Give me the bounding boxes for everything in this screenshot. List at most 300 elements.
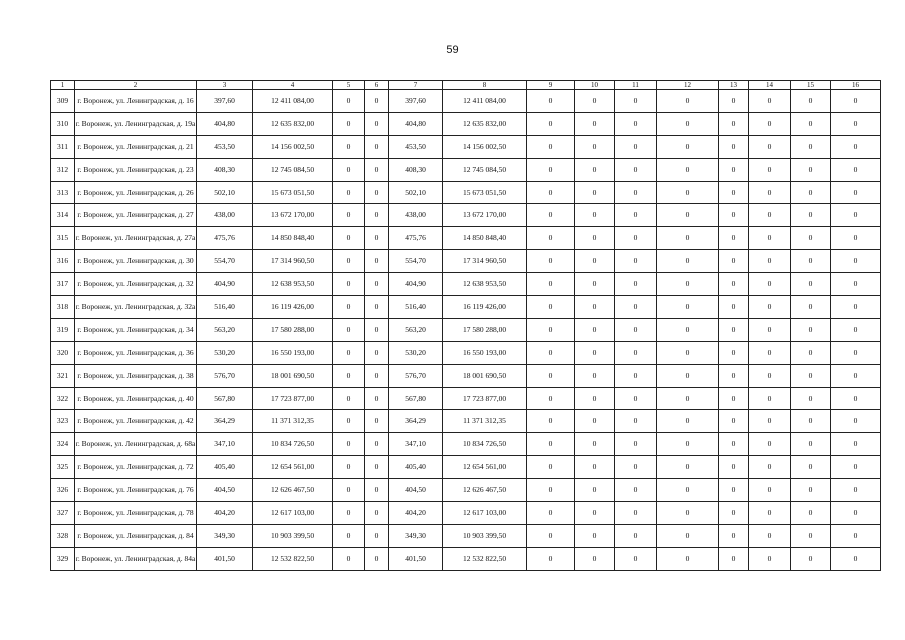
- col13-cell: 0: [719, 547, 749, 570]
- col15-cell: 0: [791, 456, 831, 479]
- table-row: [51, 547, 881, 570]
- col5-cell: 0: [333, 181, 365, 204]
- column-number-cell: 9: [527, 81, 575, 90]
- col5-cell: 0: [333, 502, 365, 525]
- col6-cell: 0: [365, 547, 389, 570]
- address-cell: г. Воронеж, ул. Ленинградская, д. 76: [75, 479, 197, 502]
- column-number-cell: 7: [389, 81, 443, 90]
- col5-cell: 0: [333, 90, 365, 113]
- cost-repeat-cell: 12 532 822,50: [443, 547, 527, 570]
- col16-cell: 0: [831, 479, 881, 502]
- area-repeat-cell: 349,30: [389, 524, 443, 547]
- col10-cell: 0: [575, 112, 615, 135]
- col11-cell: 0: [615, 547, 657, 570]
- cost-cell: 12 617 103,00: [253, 502, 333, 525]
- col11-cell: 0: [615, 479, 657, 502]
- col9-cell: 0: [527, 227, 575, 250]
- cost-cell: 14 850 848,40: [253, 227, 333, 250]
- row-number: 314: [51, 204, 75, 227]
- area-cell: 408,30: [197, 158, 253, 181]
- area-repeat-cell: 404,80: [389, 112, 443, 135]
- col15-cell: 0: [791, 90, 831, 113]
- col5-cell: 0: [333, 250, 365, 273]
- table-row: [51, 502, 881, 525]
- column-number-cell: 10: [575, 81, 615, 90]
- col5-cell: 0: [333, 227, 365, 250]
- col14-cell: 0: [749, 273, 791, 296]
- col9-cell: 0: [527, 296, 575, 319]
- area-repeat-cell: 404,20: [389, 502, 443, 525]
- col6-cell: 0: [365, 112, 389, 135]
- col9-cell: 0: [527, 135, 575, 158]
- area-cell: 405,40: [197, 456, 253, 479]
- address-cell: г. Воронеж, ул. Ленинградская, д. 32а: [75, 296, 197, 319]
- col6-cell: 0: [365, 204, 389, 227]
- col10-cell: 0: [575, 479, 615, 502]
- col11-cell: 0: [615, 318, 657, 341]
- column-number-cell: 6: [365, 81, 389, 90]
- col13-cell: 0: [719, 273, 749, 296]
- col9-cell: 0: [527, 524, 575, 547]
- col15-cell: 0: [791, 296, 831, 319]
- col15-cell: 0: [791, 112, 831, 135]
- address-cell: г. Воронеж, ул. Ленинградская, д. 68а: [75, 433, 197, 456]
- col15-cell: 0: [791, 479, 831, 502]
- table-row: [51, 273, 881, 296]
- col5-cell: 0: [333, 524, 365, 547]
- col13-cell: 0: [719, 90, 749, 113]
- address-cell: г. Воронеж, ул. Ленинградская, д. 84а: [75, 547, 197, 570]
- address-cell: г. Воронеж, ул. Ленинградская, д. 23: [75, 158, 197, 181]
- col15-cell: 0: [791, 547, 831, 570]
- col12-cell: 0: [657, 364, 719, 387]
- address-cell: г. Воронеж, ул. Ленинградская, д. 34: [75, 318, 197, 341]
- address-cell: г. Воронеж, ул. Ленинградская, д. 36: [75, 341, 197, 364]
- col5-cell: 0: [333, 456, 365, 479]
- row-number: 327: [51, 502, 75, 525]
- column-number-cell: 12: [657, 81, 719, 90]
- area-repeat-cell: 554,70: [389, 250, 443, 273]
- col10-cell: 0: [575, 341, 615, 364]
- col10-cell: 0: [575, 387, 615, 410]
- area-cell: 453,50: [197, 135, 253, 158]
- col9-cell: 0: [527, 90, 575, 113]
- col12-cell: 0: [657, 479, 719, 502]
- col14-cell: 0: [749, 456, 791, 479]
- col15-cell: 0: [791, 204, 831, 227]
- col15-cell: 0: [791, 135, 831, 158]
- col13-cell: 0: [719, 227, 749, 250]
- area-repeat-cell: 397,60: [389, 90, 443, 113]
- table-row: [51, 387, 881, 410]
- cost-repeat-cell: 10 903 399,50: [443, 524, 527, 547]
- col16-cell: 0: [831, 250, 881, 273]
- cost-cell: 12 411 084,00: [253, 90, 333, 113]
- address-cell: г. Воронеж, ул. Ленинградская, д. 30: [75, 250, 197, 273]
- cost-repeat-cell: 12 654 561,00: [443, 456, 527, 479]
- table-row: [51, 135, 881, 158]
- col14-cell: 0: [749, 410, 791, 433]
- address-cell: г. Воронеж, ул. Ленинградская, д. 21: [75, 135, 197, 158]
- col10-cell: 0: [575, 433, 615, 456]
- col11-cell: 0: [615, 90, 657, 113]
- col9-cell: 0: [527, 341, 575, 364]
- row-number: 310: [51, 112, 75, 135]
- col9-cell: 0: [527, 250, 575, 273]
- col5-cell: 0: [333, 204, 365, 227]
- col11-cell: 0: [615, 433, 657, 456]
- col13-cell: 0: [719, 181, 749, 204]
- col6-cell: 0: [365, 479, 389, 502]
- col9-cell: 0: [527, 158, 575, 181]
- col6-cell: 0: [365, 135, 389, 158]
- area-cell: 563,20: [197, 318, 253, 341]
- col13-cell: 0: [719, 135, 749, 158]
- col9-cell: 0: [527, 479, 575, 502]
- col10-cell: 0: [575, 204, 615, 227]
- col13-cell: 0: [719, 387, 749, 410]
- col12-cell: 0: [657, 250, 719, 273]
- cost-cell: 17 723 877,00: [253, 387, 333, 410]
- col9-cell: 0: [527, 364, 575, 387]
- address-cell: г. Воронеж, ул. Ленинградская, д. 27а: [75, 227, 197, 250]
- col6-cell: 0: [365, 296, 389, 319]
- col16-cell: 0: [831, 181, 881, 204]
- col10-cell: 0: [575, 410, 615, 433]
- col13-cell: 0: [719, 318, 749, 341]
- col13-cell: 0: [719, 433, 749, 456]
- column-number-cell: 4: [253, 81, 333, 90]
- area-cell: 404,90: [197, 273, 253, 296]
- col16-cell: 0: [831, 524, 881, 547]
- row-number: 316: [51, 250, 75, 273]
- table-row: [51, 250, 881, 273]
- table-row: [51, 204, 881, 227]
- col14-cell: 0: [749, 479, 791, 502]
- address-cell: г. Воронеж, ул. Ленинградская, д. 32: [75, 273, 197, 296]
- col6-cell: 0: [365, 433, 389, 456]
- col11-cell: 0: [615, 158, 657, 181]
- area-cell: 438,00: [197, 204, 253, 227]
- cost-repeat-cell: 14 850 848,40: [443, 227, 527, 250]
- cost-repeat-cell: 17 580 288,00: [443, 318, 527, 341]
- area-cell: 364,29: [197, 410, 253, 433]
- col11-cell: 0: [615, 502, 657, 525]
- cost-cell: 16 550 193,00: [253, 341, 333, 364]
- col15-cell: 0: [791, 341, 831, 364]
- cost-repeat-cell: 16 550 193,00: [443, 341, 527, 364]
- col11-cell: 0: [615, 524, 657, 547]
- col12-cell: 0: [657, 456, 719, 479]
- col13-cell: 0: [719, 296, 749, 319]
- area-repeat-cell: 347,10: [389, 433, 443, 456]
- row-number: 317: [51, 273, 75, 296]
- col6-cell: 0: [365, 318, 389, 341]
- col15-cell: 0: [791, 158, 831, 181]
- col14-cell: 0: [749, 318, 791, 341]
- area-repeat-cell: 475,76: [389, 227, 443, 250]
- cost-repeat-cell: 12 411 084,00: [443, 90, 527, 113]
- area-repeat-cell: 438,00: [389, 204, 443, 227]
- address-cell: г. Воронеж, ул. Ленинградская, д. 40: [75, 387, 197, 410]
- cost-repeat-cell: 12 638 953,50: [443, 273, 527, 296]
- cost-repeat-cell: 15 673 051,50: [443, 181, 527, 204]
- col13-cell: 0: [719, 250, 749, 273]
- col6-cell: 0: [365, 250, 389, 273]
- col5-cell: 0: [333, 547, 365, 570]
- col5-cell: 0: [333, 410, 365, 433]
- col11-cell: 0: [615, 204, 657, 227]
- area-repeat-cell: 364,29: [389, 410, 443, 433]
- col10-cell: 0: [575, 456, 615, 479]
- column-number-cell: 11: [615, 81, 657, 90]
- col6-cell: 0: [365, 181, 389, 204]
- column-number-cell: 13: [719, 81, 749, 90]
- area-cell: 530,20: [197, 341, 253, 364]
- area-repeat-cell: 576,70: [389, 364, 443, 387]
- area-cell: 397,60: [197, 90, 253, 113]
- column-number-cell: 8: [443, 81, 527, 90]
- area-repeat-cell: 404,90: [389, 273, 443, 296]
- col13-cell: 0: [719, 341, 749, 364]
- col11-cell: 0: [615, 273, 657, 296]
- address-cell: г. Воронеж, ул. Ленинградская, д. 42: [75, 410, 197, 433]
- col13-cell: 0: [719, 158, 749, 181]
- area-repeat-cell: 404,50: [389, 479, 443, 502]
- col14-cell: 0: [749, 158, 791, 181]
- table-row: [51, 433, 881, 456]
- col10-cell: 0: [575, 158, 615, 181]
- col5-cell: 0: [333, 158, 365, 181]
- col14-cell: 0: [749, 547, 791, 570]
- col6-cell: 0: [365, 341, 389, 364]
- col15-cell: 0: [791, 364, 831, 387]
- col16-cell: 0: [831, 364, 881, 387]
- col16-cell: 0: [831, 387, 881, 410]
- col12-cell: 0: [657, 387, 719, 410]
- row-number: 323: [51, 410, 75, 433]
- col9-cell: 0: [527, 502, 575, 525]
- col12-cell: 0: [657, 135, 719, 158]
- col15-cell: 0: [791, 318, 831, 341]
- cost-cell: 11 371 312,35: [253, 410, 333, 433]
- col16-cell: 0: [831, 456, 881, 479]
- table-row: [51, 524, 881, 547]
- col5-cell: 0: [333, 433, 365, 456]
- cost-cell: 12 638 953,50: [253, 273, 333, 296]
- col5-cell: 0: [333, 112, 365, 135]
- col12-cell: 0: [657, 318, 719, 341]
- col16-cell: 0: [831, 135, 881, 158]
- row-number: 328: [51, 524, 75, 547]
- col5-cell: 0: [333, 387, 365, 410]
- area-repeat-cell: 516,40: [389, 296, 443, 319]
- col15-cell: 0: [791, 181, 831, 204]
- col14-cell: 0: [749, 341, 791, 364]
- col12-cell: 0: [657, 227, 719, 250]
- table-row: [51, 479, 881, 502]
- row-number: 324: [51, 433, 75, 456]
- col5-cell: 0: [333, 318, 365, 341]
- col10-cell: 0: [575, 502, 615, 525]
- col9-cell: 0: [527, 318, 575, 341]
- address-cell: г. Воронеж, ул. Ленинградская, д. 38: [75, 364, 197, 387]
- col14-cell: 0: [749, 112, 791, 135]
- table-row: [51, 318, 881, 341]
- row-number: 326: [51, 479, 75, 502]
- cost-cell: 10 834 726,50: [253, 433, 333, 456]
- col5-cell: 0: [333, 479, 365, 502]
- table-row: [51, 158, 881, 181]
- col9-cell: 0: [527, 387, 575, 410]
- col6-cell: 0: [365, 273, 389, 296]
- col16-cell: 0: [831, 410, 881, 433]
- col16-cell: 0: [831, 112, 881, 135]
- col11-cell: 0: [615, 296, 657, 319]
- col10-cell: 0: [575, 227, 615, 250]
- col12-cell: 0: [657, 410, 719, 433]
- col13-cell: 0: [719, 112, 749, 135]
- col11-cell: 0: [615, 112, 657, 135]
- col14-cell: 0: [749, 524, 791, 547]
- col14-cell: 0: [749, 227, 791, 250]
- col6-cell: 0: [365, 524, 389, 547]
- col9-cell: 0: [527, 456, 575, 479]
- page-number: 59: [446, 44, 459, 56]
- column-number-row: [51, 81, 881, 90]
- cost-repeat-cell: 11 371 312,35: [443, 410, 527, 433]
- col9-cell: 0: [527, 547, 575, 570]
- row-number: 312: [51, 158, 75, 181]
- col13-cell: 0: [719, 502, 749, 525]
- col16-cell: 0: [831, 158, 881, 181]
- col12-cell: 0: [657, 502, 719, 525]
- address-cell: г. Воронеж, ул. Ленинградская, д. 19а: [75, 112, 197, 135]
- col12-cell: 0: [657, 181, 719, 204]
- cost-repeat-cell: 14 156 002,50: [443, 135, 527, 158]
- area-repeat-cell: 453,50: [389, 135, 443, 158]
- col9-cell: 0: [527, 273, 575, 296]
- cost-repeat-cell: 13 672 170,00: [443, 204, 527, 227]
- col10-cell: 0: [575, 250, 615, 273]
- row-number: 311: [51, 135, 75, 158]
- col16-cell: 0: [831, 502, 881, 525]
- col10-cell: 0: [575, 181, 615, 204]
- cost-cell: 17 580 288,00: [253, 318, 333, 341]
- col5-cell: 0: [333, 364, 365, 387]
- col16-cell: 0: [831, 227, 881, 250]
- col14-cell: 0: [749, 502, 791, 525]
- area-repeat-cell: 563,20: [389, 318, 443, 341]
- cost-cell: 12 635 832,00: [253, 112, 333, 135]
- col12-cell: 0: [657, 524, 719, 547]
- cost-cell: 14 156 002,50: [253, 135, 333, 158]
- area-cell: 347,10: [197, 433, 253, 456]
- col6-cell: 0: [365, 387, 389, 410]
- area-repeat-cell: 401,50: [389, 547, 443, 570]
- col14-cell: 0: [749, 181, 791, 204]
- col14-cell: 0: [749, 433, 791, 456]
- area-cell: 401,50: [197, 547, 253, 570]
- cost-repeat-cell: 17 314 960,50: [443, 250, 527, 273]
- col5-cell: 0: [333, 273, 365, 296]
- col10-cell: 0: [575, 90, 615, 113]
- col15-cell: 0: [791, 250, 831, 273]
- row-number: 318: [51, 296, 75, 319]
- col14-cell: 0: [749, 296, 791, 319]
- table-row: [51, 296, 881, 319]
- cost-cell: 18 001 690,50: [253, 364, 333, 387]
- table-row: [51, 112, 881, 135]
- address-cell: г. Воронеж, ул. Ленинградская, д. 27: [75, 204, 197, 227]
- column-number-cell: 3: [197, 81, 253, 90]
- cost-repeat-cell: 18 001 690,50: [443, 364, 527, 387]
- col12-cell: 0: [657, 341, 719, 364]
- row-number: 315: [51, 227, 75, 250]
- col13-cell: 0: [719, 524, 749, 547]
- col16-cell: 0: [831, 273, 881, 296]
- col12-cell: 0: [657, 296, 719, 319]
- col12-cell: 0: [657, 433, 719, 456]
- col6-cell: 0: [365, 364, 389, 387]
- col10-cell: 0: [575, 524, 615, 547]
- col11-cell: 0: [615, 227, 657, 250]
- housing-registry-table: [50, 80, 881, 571]
- col16-cell: 0: [831, 547, 881, 570]
- table-row: [51, 227, 881, 250]
- col14-cell: 0: [749, 250, 791, 273]
- col14-cell: 0: [749, 135, 791, 158]
- column-number-cell: 2: [75, 81, 197, 90]
- row-number: 319: [51, 318, 75, 341]
- col5-cell: 0: [333, 296, 365, 319]
- area-repeat-cell: 502,10: [389, 181, 443, 204]
- address-cell: г. Воронеж, ул. Ленинградская, д. 72: [75, 456, 197, 479]
- cost-repeat-cell: 16 119 426,00: [443, 296, 527, 319]
- column-number-cell: 1: [51, 81, 75, 90]
- col11-cell: 0: [615, 456, 657, 479]
- address-cell: г. Воронеж, ул. Ленинградская, д. 26: [75, 181, 197, 204]
- cost-repeat-cell: 17 723 877,00: [443, 387, 527, 410]
- table-row: [51, 364, 881, 387]
- table-row: [51, 456, 881, 479]
- col10-cell: 0: [575, 547, 615, 570]
- col13-cell: 0: [719, 364, 749, 387]
- area-cell: 502,10: [197, 181, 253, 204]
- col9-cell: 0: [527, 112, 575, 135]
- cost-cell: 12 745 084,50: [253, 158, 333, 181]
- cost-cell: 10 903 399,50: [253, 524, 333, 547]
- col11-cell: 0: [615, 387, 657, 410]
- area-cell: 404,20: [197, 502, 253, 525]
- row-number: 320: [51, 341, 75, 364]
- col6-cell: 0: [365, 227, 389, 250]
- row-number: 322: [51, 387, 75, 410]
- table-row: [51, 90, 881, 113]
- row-number: 321: [51, 364, 75, 387]
- table-row: [51, 410, 881, 433]
- col16-cell: 0: [831, 204, 881, 227]
- col10-cell: 0: [575, 296, 615, 319]
- col5-cell: 0: [333, 341, 365, 364]
- area-cell: 349,30: [197, 524, 253, 547]
- col9-cell: 0: [527, 181, 575, 204]
- col11-cell: 0: [615, 135, 657, 158]
- col6-cell: 0: [365, 456, 389, 479]
- col12-cell: 0: [657, 273, 719, 296]
- address-cell: г. Воронеж, ул. Ленинградская, д. 16: [75, 90, 197, 113]
- col10-cell: 0: [575, 273, 615, 296]
